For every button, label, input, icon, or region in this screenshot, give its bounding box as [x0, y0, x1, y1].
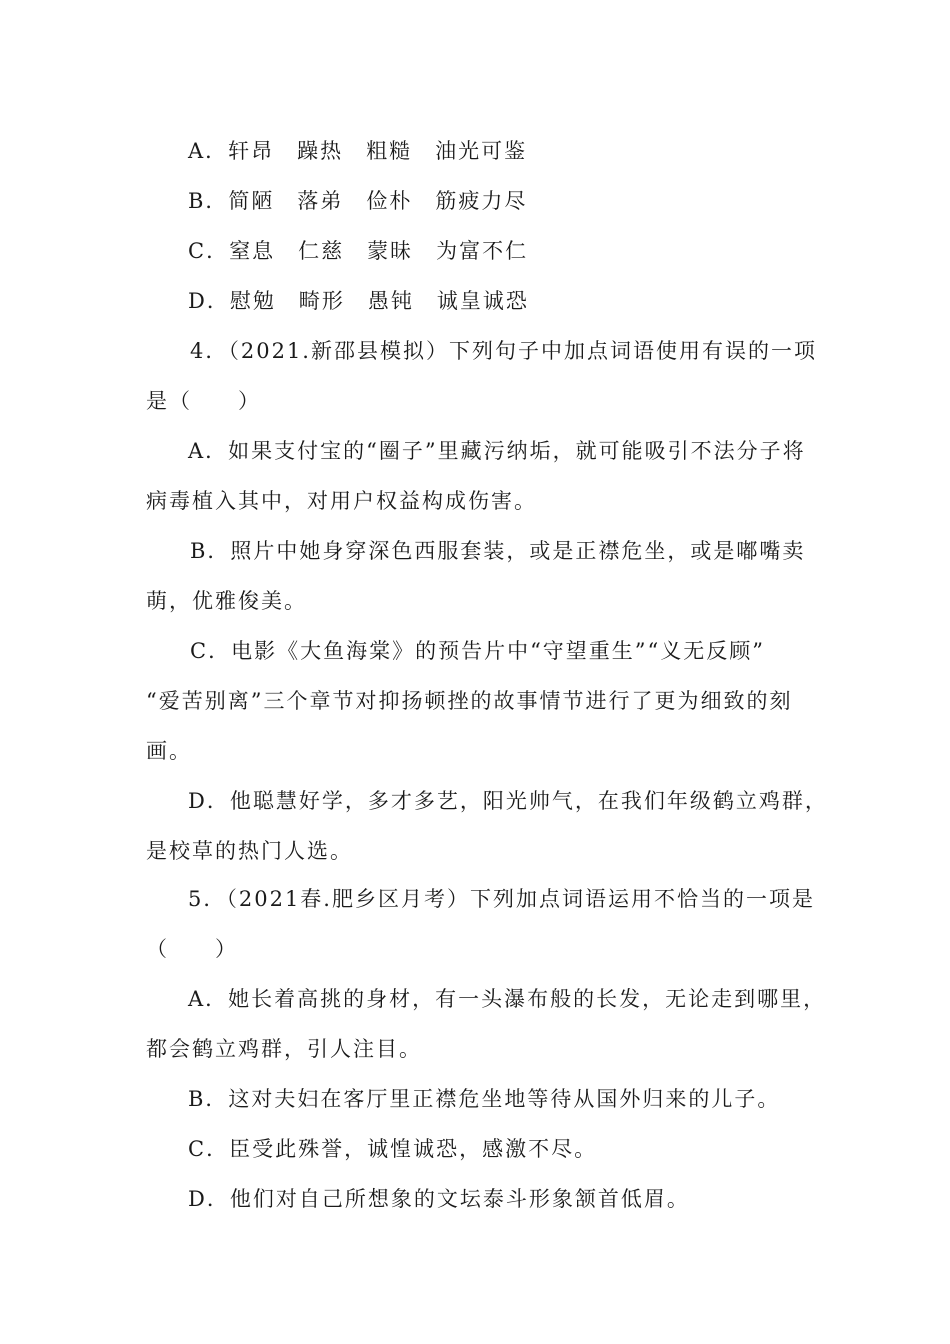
q4-option-c-line1: C．电影《大鱼海棠》的预告片中“守望重生”“义无反顾” — [190, 639, 766, 663]
q5-option-b: B．这对夫妇在客厅里正襟危坐地等待从国外归来的儿子。 — [188, 1087, 781, 1111]
q5-option-d: D．他们对自己所想象的文坛泰斗形象颔首低眉。 — [188, 1187, 690, 1211]
q4-option-c-line2: “爱苦别离”三个章节对抑扬顿挫的故事情节进行了更为细致的刻 — [146, 689, 793, 713]
q5-stem-line1: 5．（2021春.肥乡区月考）下列加点词语运用不恰当的一项是 — [188, 887, 815, 911]
q4-stem-line2: 是（ ） — [146, 389, 261, 413]
q3-option-d: D．慰勉 畸形 愚钝 诚皇诚恐 — [188, 289, 529, 313]
q5-option-c: C．臣受此殊誉，诚惶诚恐，感激不尽。 — [188, 1137, 598, 1161]
q4-option-d-line1: D．他聪慧好学，多才多艺，阳光帅气，在我们年级鹤立鸡群， — [188, 789, 828, 813]
q4-option-a-line1: A．如果支付宝的“圈子”里藏污纳垢，就可能吸引不法分子将 — [188, 439, 806, 463]
q4-option-b-line2: 萌，优雅俊美。 — [146, 589, 307, 613]
q4-stem-line1: 4．（2021.新邵县模拟）下列句子中加点词语使用有误的一项 — [190, 339, 817, 363]
q3-option-b: B．简陋 落弟 俭朴 筋疲力尽 — [188, 189, 528, 213]
q4-option-b-line1: B．照片中她身穿深色西服套装，或是正襟危坐，或是嘟嘴卖 — [190, 539, 806, 563]
q4-option-d-line2: 是校草的热门人选。 — [146, 839, 353, 863]
q5-stem-line2: （ ） — [146, 937, 238, 961]
q4-option-a-line2: 病毒植入其中，对用户权益构成伤害。 — [146, 489, 537, 513]
q5-option-a-line1: A．她长着高挑的身材，有一头瀑布般的长发，无论走到哪里， — [188, 987, 827, 1011]
q3-option-c: C．窒息 仁慈 蒙昧 为富不仁 — [188, 239, 529, 263]
q3-option-a: A．轩昂 躁热 粗糙 油光可鉴 — [188, 139, 528, 163]
q4-option-c-line3: 画。 — [146, 739, 192, 763]
q5-option-a-line2: 都会鹤立鸡群，引人注目。 — [146, 1037, 422, 1061]
